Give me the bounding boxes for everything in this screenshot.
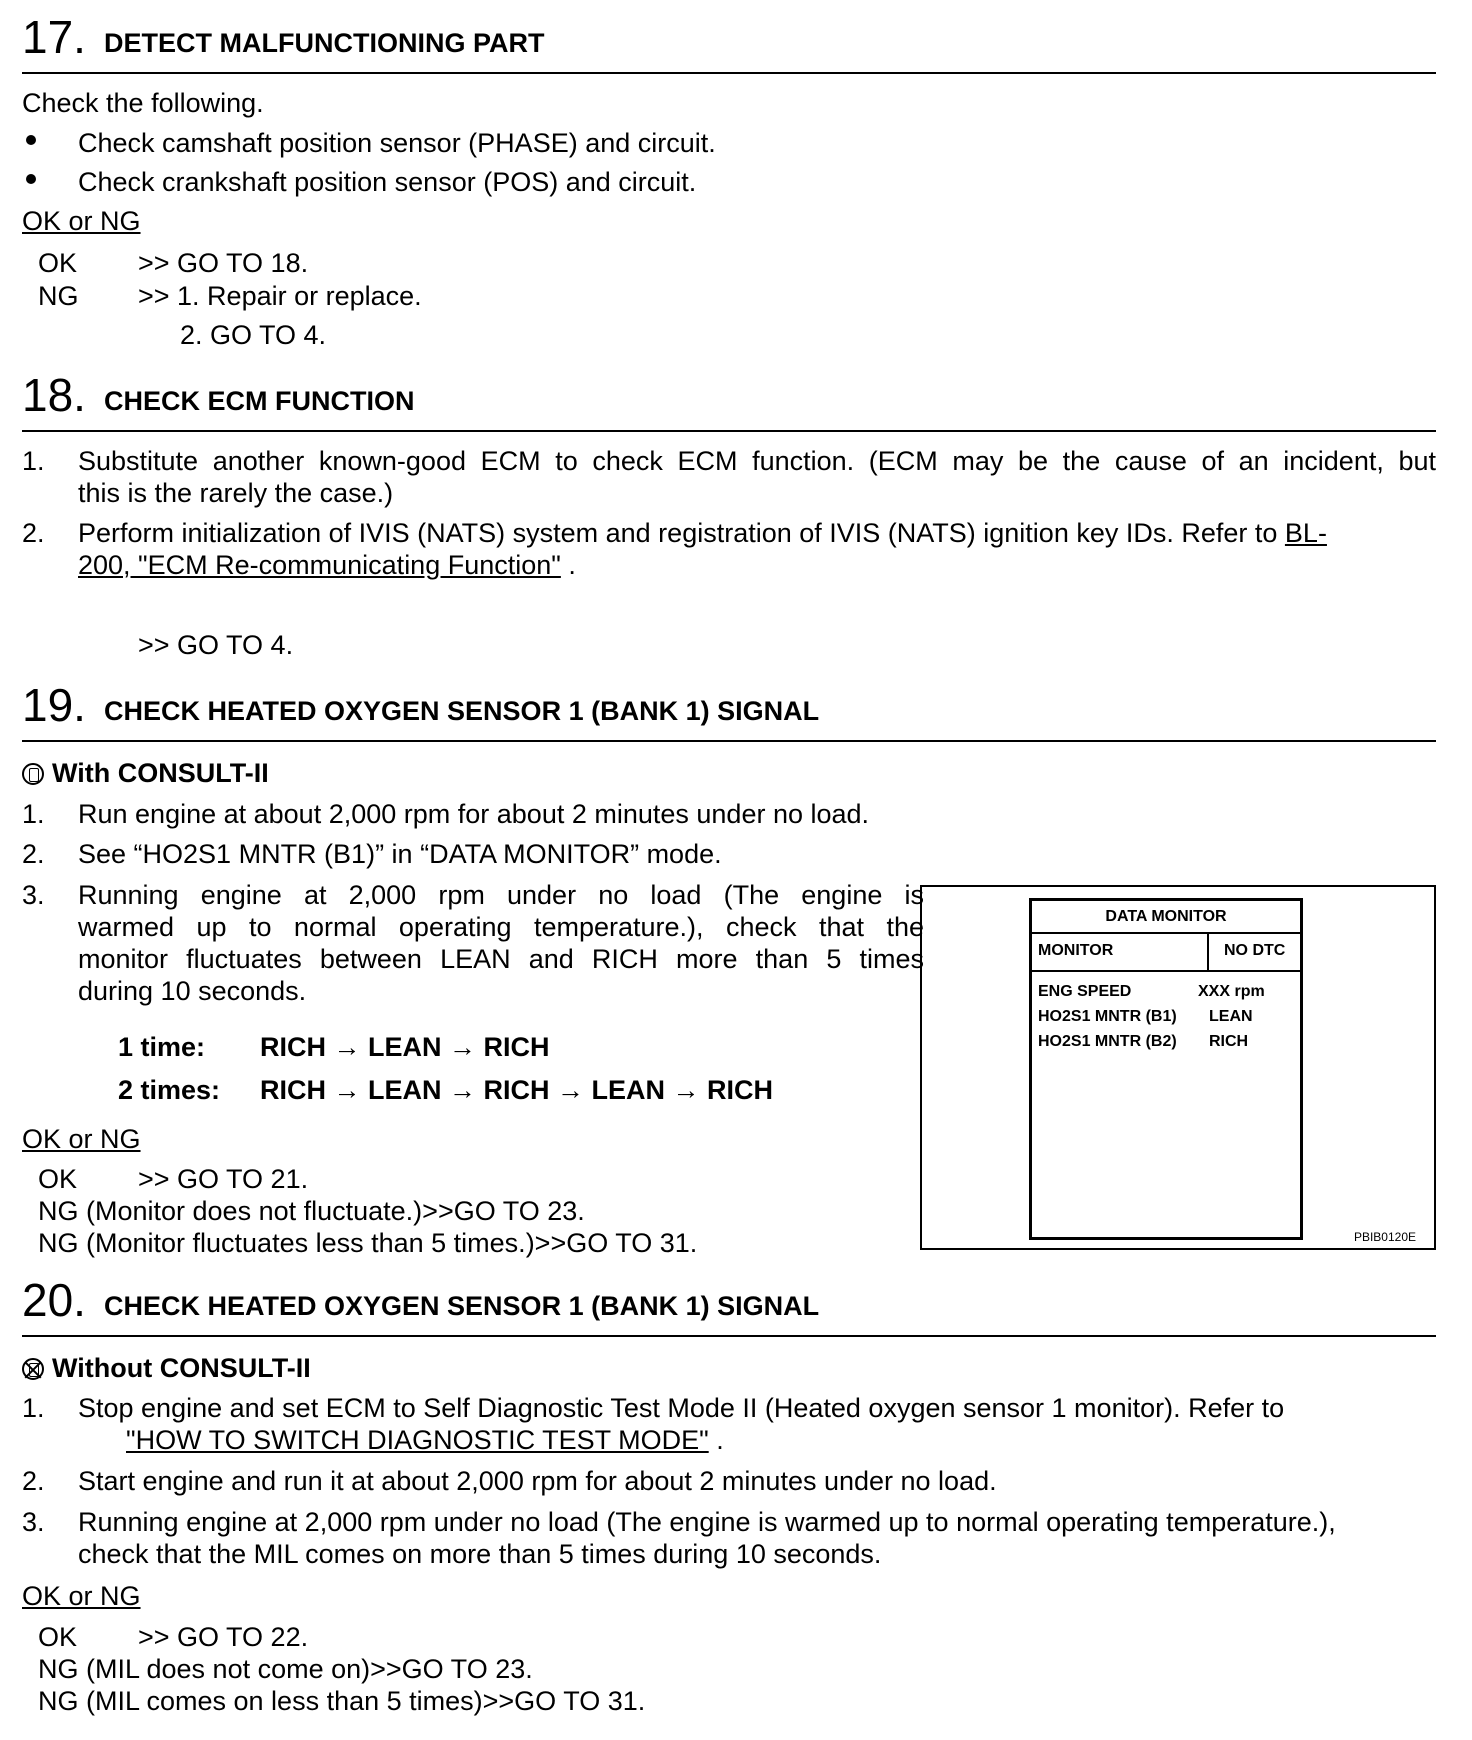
step-title: CHECK HEATED OXYGEN SENSOR 1 (BANK 1) SIGNAL — [104, 696, 820, 726]
goto-action: >> GO TO 4. — [138, 630, 294, 660]
cycle-label: 1 time: — [118, 1032, 206, 1062]
step-num: 1. — [22, 1393, 45, 1423]
ok-action: >> GO TO 22. — [138, 1622, 309, 1652]
step-num: 3. — [22, 880, 45, 910]
section-divider — [22, 740, 1436, 742]
step-text: check that the MIL comes on more than 5 times during 10 seconds. — [78, 1539, 882, 1569]
step-num: 1. — [22, 446, 45, 476]
ng-action: >> 1. Repair or replace. — [138, 281, 422, 311]
monitor-row-value: XXX rpm — [1198, 983, 1265, 1000]
ng-action: NG (MIL comes on less than 5 times)>>GO TO 31. — [38, 1686, 646, 1716]
step-text: this is the rarely the case.) — [78, 478, 394, 508]
diagnostic-test-mode-link[interactable]: "HOW TO SWITCH DIAGNOSTIC TEST MODE" — [126, 1425, 709, 1455]
step-text: Run engine at about 2,000 rpm for about 2 minutes under no load. — [78, 799, 870, 829]
step-title: CHECK HEATED OXYGEN SENSOR 1 (BANK 1) SIGNAL — [104, 1291, 820, 1321]
ng-action: NG (MIL does not come on)>>GO TO 23. — [38, 1654, 533, 1684]
step-title: CHECK ECM FUNCTION — [104, 386, 415, 416]
step-text: Substitute another known-good ECM to check ECM function. (ECM may be the cause of an incident, but — [78, 446, 1436, 476]
step-number: 19. — [22, 679, 86, 731]
step-text: Running engine at 2,000 rpm under no load (The engine is — [78, 880, 924, 910]
step-num: 2. — [22, 1466, 45, 1496]
step-text: Start engine and run it at about 2,000 rpm for about 2 minutes under no load. — [78, 1466, 997, 1496]
monitor-row-label: ENG SPEED — [1038, 983, 1132, 1000]
data-monitor-figure — [920, 885, 1436, 1250]
step-text — [78, 550, 576, 581]
mode-label: Without CONSULT-II — [52, 1353, 311, 1383]
step-text: warmed up to normal operating temperature.), check that the — [78, 912, 924, 942]
monitor-col-right: NO DTC — [1224, 942, 1286, 959]
step-text — [126, 1425, 724, 1456]
cycle-sequence: RICH → LEAN → RICH → LEAN → RICH — [260, 1075, 773, 1105]
step-text: See “HO2S1 MNTR (B1)” in “DATA MONITOR” mode. — [78, 839, 722, 869]
step-number: 18. — [22, 369, 86, 421]
bullet-item: Check crankshaft position sensor (POS) and circuit. — [78, 167, 697, 197]
cycle-label: 2 times: — [118, 1075, 221, 1105]
mode-label: With CONSULT-II — [52, 758, 269, 788]
ng-action: NG (Monitor does not fluctuate.)>>GO TO 23. — [38, 1196, 585, 1226]
monitor-row-label: HO2S1 MNTR (B1) — [1038, 1008, 1177, 1025]
step-text: monitor fluctuates between LEAN and RICH more than 5 times — [78, 944, 924, 974]
bl-200-link[interactable]: BL- — [1284, 518, 1327, 548]
bullet-icon — [26, 174, 36, 184]
ok-label: OK — [38, 1622, 78, 1652]
ok-label: OK — [38, 1164, 78, 1194]
monitor-row-value: RICH — [1209, 1033, 1249, 1050]
monitor-row-label: HO2S1 MNTR (B2) — [1038, 1033, 1177, 1050]
ok-ng-heading: OK or NG — [22, 1581, 141, 1611]
ok-ng-heading: OK or NG — [22, 206, 141, 236]
consult-icon — [22, 763, 44, 785]
step-text: during 10 seconds. — [78, 976, 307, 1006]
ok-label: OK — [38, 248, 78, 278]
ok-action: >> GO TO 21. — [138, 1164, 309, 1194]
step-text-tail: . — [708, 1425, 724, 1455]
step-title: DETECT MALFUNCTIONING PART — [104, 28, 545, 58]
step-num: 2. — [22, 839, 45, 869]
ng-action: 2. GO TO 4. — [180, 320, 327, 350]
step-num: 3. — [22, 1507, 45, 1537]
ng-action: NG (Monitor fluctuates less than 5 times.)>>GO TO 31. — [38, 1228, 698, 1258]
bullet-icon — [26, 135, 36, 145]
ok-action: >> GO TO 18. — [138, 248, 309, 278]
ecm-recommunicating-link[interactable]: 200, "ECM Re-communicating Function" — [78, 550, 561, 580]
section-divider — [22, 72, 1436, 74]
ok-ng-heading: OK or NG — [22, 1124, 141, 1154]
monitor-row-value: LEAN — [1209, 1008, 1253, 1025]
step-num: 2. — [22, 518, 45, 548]
ng-label: NG — [38, 281, 79, 311]
intro-text: Check the following. — [22, 88, 264, 118]
step-text-tail: . — [560, 550, 576, 580]
figure-id: PBIB0120E — [1353, 1230, 1416, 1244]
section-divider — [22, 430, 1436, 432]
step-text: Running engine at 2,000 rpm under no load (The engine is warmed up to normal operating temperature.), — [78, 1507, 1336, 1537]
monitor-title: DATA MONITOR — [1032, 901, 1300, 934]
monitor-screen — [1029, 898, 1303, 1240]
step-text-part: Perform initialization of IVIS (NATS) system and registration of IVIS (NATS) ignition key IDs. Refer to — [78, 518, 1278, 548]
cycle-sequence: RICH → LEAN → RICH — [260, 1032, 550, 1062]
step-number: 17. — [22, 11, 86, 63]
step-text — [78, 518, 1327, 549]
monitor-col-left: MONITOR — [1038, 942, 1114, 959]
step-num: 1. — [22, 799, 45, 829]
monitor-header — [1032, 932, 1300, 972]
step-text: Stop engine and set ECM to Self Diagnostic Test Mode II (Heated oxygen sensor 1 monitor). Refer to — [78, 1393, 1285, 1423]
service-manual-page — [22, 0, 1436, 1740]
step-number: 20. — [22, 1274, 86, 1326]
no-consult-icon — [22, 1358, 44, 1380]
bullet-item: Check camshaft position sensor (PHASE) and circuit. — [78, 128, 716, 158]
section-divider — [22, 1335, 1436, 1337]
